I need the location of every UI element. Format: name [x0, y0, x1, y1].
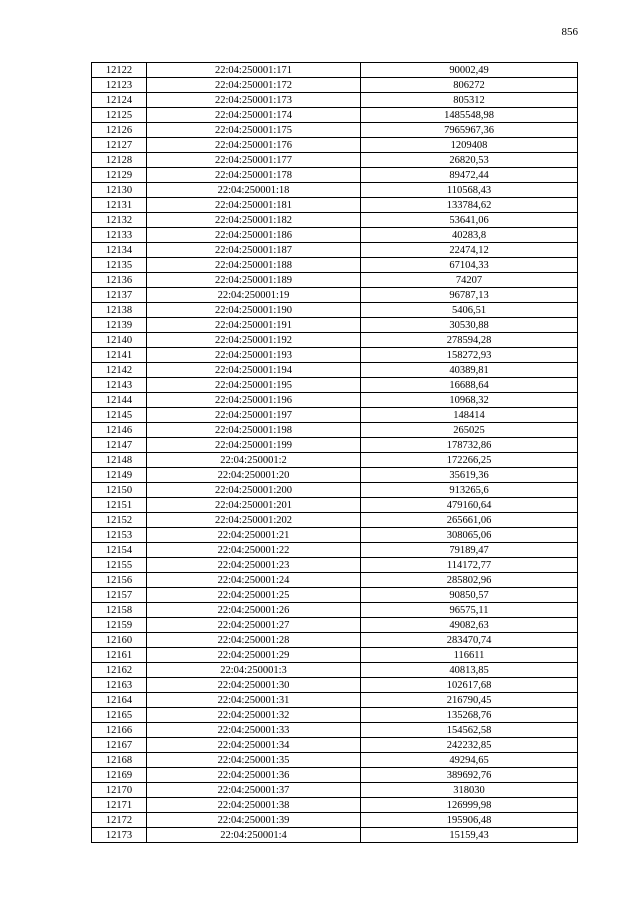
row-number-cell: 12160	[92, 633, 147, 648]
table-row	[92, 588, 578, 603]
row-number-cell: 12149	[92, 468, 147, 483]
table-row	[92, 813, 578, 828]
value-cell: 283470,74	[361, 633, 578, 648]
value-cell: 172266,25	[361, 453, 578, 468]
cadastral-number-cell: 22:04:250001:176	[147, 138, 361, 153]
cadastral-number-cell: 22:04:250001:27	[147, 618, 361, 633]
value-cell: 195906,48	[361, 813, 578, 828]
row-number-cell: 12131	[92, 198, 147, 213]
row-number-cell: 12141	[92, 348, 147, 363]
row-number-cell: 12123	[92, 78, 147, 93]
row-number-cell: 12163	[92, 678, 147, 693]
value-cell: 242232,85	[361, 738, 578, 753]
value-cell: 89472,44	[361, 168, 578, 183]
row-number-cell: 12150	[92, 483, 147, 498]
value-cell: 116611	[361, 648, 578, 663]
row-number-cell: 12154	[92, 543, 147, 558]
table-row	[92, 363, 578, 378]
value-cell: 133784,62	[361, 198, 578, 213]
row-number-cell: 12146	[92, 423, 147, 438]
table-row	[92, 678, 578, 693]
value-cell: 1209408	[361, 138, 578, 153]
table-row	[92, 528, 578, 543]
value-cell: 40389,81	[361, 363, 578, 378]
table-row	[92, 78, 578, 93]
cadastral-number-cell: 22:04:250001:173	[147, 93, 361, 108]
value-cell: 265025	[361, 423, 578, 438]
row-number-cell: 12164	[92, 693, 147, 708]
table-row	[92, 318, 578, 333]
row-number-cell: 12173	[92, 828, 147, 843]
row-number-cell: 12156	[92, 573, 147, 588]
table-row	[92, 183, 578, 198]
row-number-cell: 12144	[92, 393, 147, 408]
cadastral-number-cell: 22:04:250001:198	[147, 423, 361, 438]
table-row	[92, 198, 578, 213]
table-row	[92, 423, 578, 438]
table-row	[92, 648, 578, 663]
value-cell: 10968,32	[361, 393, 578, 408]
value-cell: 67104,33	[361, 258, 578, 273]
value-cell: 308065,06	[361, 528, 578, 543]
cadastral-number-cell: 22:04:250001:174	[147, 108, 361, 123]
row-number-cell: 12127	[92, 138, 147, 153]
table-row	[92, 633, 578, 648]
cadastral-number-cell: 22:04:250001:32	[147, 708, 361, 723]
table-row	[92, 543, 578, 558]
row-number-cell: 12167	[92, 738, 147, 753]
cadastral-number-cell: 22:04:250001:33	[147, 723, 361, 738]
value-cell: 158272,93	[361, 348, 578, 363]
value-cell: 30530,88	[361, 318, 578, 333]
value-cell: 15159,43	[361, 828, 578, 843]
table-row	[92, 708, 578, 723]
value-cell: 805312	[361, 93, 578, 108]
cadastral-number-cell: 22:04:250001:199	[147, 438, 361, 453]
cadastral-number-cell: 22:04:250001:30	[147, 678, 361, 693]
value-cell: 53641,06	[361, 213, 578, 228]
value-cell: 148414	[361, 408, 578, 423]
table-row	[92, 498, 578, 513]
value-cell: 126999,98	[361, 798, 578, 813]
table-row	[92, 663, 578, 678]
value-cell: 7965967,36	[361, 123, 578, 138]
row-number-cell: 12134	[92, 243, 147, 258]
table-row	[92, 798, 578, 813]
cadastral-number-cell: 22:04:250001:201	[147, 498, 361, 513]
table-row	[92, 753, 578, 768]
table-row	[92, 108, 578, 123]
value-cell: 110568,43	[361, 183, 578, 198]
value-cell: 74207	[361, 273, 578, 288]
cadastral-number-cell: 22:04:250001:28	[147, 633, 361, 648]
value-cell: 154562,58	[361, 723, 578, 738]
cadastral-number-cell: 22:04:250001:202	[147, 513, 361, 528]
value-cell: 35619,36	[361, 468, 578, 483]
cadastral-number-cell: 22:04:250001:22	[147, 543, 361, 558]
table-row	[92, 603, 578, 618]
value-cell: 16688,64	[361, 378, 578, 393]
value-cell: 5406,51	[361, 303, 578, 318]
value-cell: 114172,77	[361, 558, 578, 573]
row-number-cell: 12171	[92, 798, 147, 813]
row-number-cell: 12138	[92, 303, 147, 318]
value-cell: 135268,76	[361, 708, 578, 723]
table-row	[92, 408, 578, 423]
table-row	[92, 138, 578, 153]
cadastral-number-cell: 22:04:250001:193	[147, 348, 361, 363]
cadastral-number-cell: 22:04:250001:186	[147, 228, 361, 243]
row-number-cell: 12159	[92, 618, 147, 633]
value-cell: 96575,11	[361, 603, 578, 618]
table-row	[92, 288, 578, 303]
table-body	[92, 63, 578, 843]
row-number-cell: 12153	[92, 528, 147, 543]
row-number-cell: 12129	[92, 168, 147, 183]
cadastral-number-cell: 22:04:250001:188	[147, 258, 361, 273]
cadastral-number-cell: 22:04:250001:31	[147, 693, 361, 708]
cadastral-number-cell: 22:04:250001:187	[147, 243, 361, 258]
row-number-cell: 12165	[92, 708, 147, 723]
row-number-cell: 12124	[92, 93, 147, 108]
cadastral-number-cell: 22:04:250001:195	[147, 378, 361, 393]
value-cell: 49082,63	[361, 618, 578, 633]
value-cell: 49294,65	[361, 753, 578, 768]
row-number-cell: 12152	[92, 513, 147, 528]
row-number-cell: 12172	[92, 813, 147, 828]
value-cell: 22474,12	[361, 243, 578, 258]
cadastral-number-cell: 22:04:250001:171	[147, 63, 361, 78]
value-cell: 178732,86	[361, 438, 578, 453]
value-cell: 318030	[361, 783, 578, 798]
row-number-cell: 12125	[92, 108, 147, 123]
table-row	[92, 303, 578, 318]
table-row	[92, 123, 578, 138]
cadastral-number-cell: 22:04:250001:3	[147, 663, 361, 678]
row-number-cell: 12143	[92, 378, 147, 393]
value-cell: 265661,06	[361, 513, 578, 528]
cadastral-number-cell: 22:04:250001:172	[147, 78, 361, 93]
row-number-cell: 12139	[92, 318, 147, 333]
row-number-cell: 12133	[92, 228, 147, 243]
table-row	[92, 258, 578, 273]
page-number: 856	[561, 26, 578, 38]
table-row	[92, 468, 578, 483]
cadastral-number-cell: 22:04:250001:19	[147, 288, 361, 303]
table-row	[92, 378, 578, 393]
value-cell: 278594,28	[361, 333, 578, 348]
cadastral-number-cell: 22:04:250001:194	[147, 363, 361, 378]
cadastral-number-cell: 22:04:250001:189	[147, 273, 361, 288]
table-row	[92, 483, 578, 498]
table-row	[92, 243, 578, 258]
row-number-cell: 12147	[92, 438, 147, 453]
cadastral-number-cell: 22:04:250001:177	[147, 153, 361, 168]
row-number-cell: 12137	[92, 288, 147, 303]
cadastral-number-cell: 22:04:250001:20	[147, 468, 361, 483]
row-number-cell: 12169	[92, 768, 147, 783]
table-row	[92, 513, 578, 528]
table-row	[92, 768, 578, 783]
row-number-cell: 12140	[92, 333, 147, 348]
value-cell: 90002,49	[361, 63, 578, 78]
row-number-cell: 12126	[92, 123, 147, 138]
row-number-cell: 12148	[92, 453, 147, 468]
cadastral-number-cell: 22:04:250001:191	[147, 318, 361, 333]
cadastral-number-cell: 22:04:250001:196	[147, 393, 361, 408]
cadastral-number-cell: 22:04:250001:34	[147, 738, 361, 753]
row-number-cell: 12135	[92, 258, 147, 273]
cadastral-number-cell: 22:04:250001:21	[147, 528, 361, 543]
value-cell: 96787,13	[361, 288, 578, 303]
value-cell: 1485548,98	[361, 108, 578, 123]
row-number-cell: 12162	[92, 663, 147, 678]
row-number-cell: 12130	[92, 183, 147, 198]
cadastral-table	[91, 62, 578, 843]
table-row	[92, 348, 578, 363]
table-row	[92, 168, 578, 183]
row-number-cell: 12151	[92, 498, 147, 513]
value-cell: 40283,8	[361, 228, 578, 243]
cadastral-number-cell: 22:04:250001:4	[147, 828, 361, 843]
cadastral-number-cell: 22:04:250001:26	[147, 603, 361, 618]
cadastral-number-cell: 22:04:250001:178	[147, 168, 361, 183]
cadastral-number-cell: 22:04:250001:37	[147, 783, 361, 798]
table-row	[92, 93, 578, 108]
value-cell: 40813,85	[361, 663, 578, 678]
row-number-cell: 12122	[92, 63, 147, 78]
value-cell: 913265,6	[361, 483, 578, 498]
cadastral-number-cell: 22:04:250001:18	[147, 183, 361, 198]
table-row	[92, 618, 578, 633]
value-cell: 79189,47	[361, 543, 578, 558]
row-number-cell: 12168	[92, 753, 147, 768]
cadastral-number-cell: 22:04:250001:182	[147, 213, 361, 228]
cadastral-number-cell: 22:04:250001:23	[147, 558, 361, 573]
table-row	[92, 573, 578, 588]
table-row	[92, 213, 578, 228]
cadastral-number-cell: 22:04:250001:25	[147, 588, 361, 603]
cadastral-number-cell: 22:04:250001:192	[147, 333, 361, 348]
table-row	[92, 393, 578, 408]
table-row	[92, 273, 578, 288]
row-number-cell: 12132	[92, 213, 147, 228]
value-cell: 102617,68	[361, 678, 578, 693]
value-cell: 389692,76	[361, 768, 578, 783]
row-number-cell: 12166	[92, 723, 147, 738]
row-number-cell: 12161	[92, 648, 147, 663]
cadastral-number-cell: 22:04:250001:38	[147, 798, 361, 813]
value-cell: 90850,57	[361, 588, 578, 603]
row-number-cell: 12142	[92, 363, 147, 378]
value-cell: 806272	[361, 78, 578, 93]
table-row	[92, 738, 578, 753]
cadastral-number-cell: 22:04:250001:200	[147, 483, 361, 498]
value-cell: 216790,45	[361, 693, 578, 708]
cadastral-number-cell: 22:04:250001:36	[147, 768, 361, 783]
value-cell: 26820,53	[361, 153, 578, 168]
row-number-cell: 12157	[92, 588, 147, 603]
table-row	[92, 228, 578, 243]
cadastral-number-cell: 22:04:250001:29	[147, 648, 361, 663]
row-number-cell: 12155	[92, 558, 147, 573]
table-row	[92, 723, 578, 738]
cadastral-number-cell: 22:04:250001:39	[147, 813, 361, 828]
cadastral-number-cell: 22:04:250001:2	[147, 453, 361, 468]
value-cell: 285802,96	[361, 573, 578, 588]
cadastral-number-cell: 22:04:250001:175	[147, 123, 361, 138]
table-row	[92, 63, 578, 78]
cadastral-number-cell: 22:04:250001:190	[147, 303, 361, 318]
table-row	[92, 693, 578, 708]
table-row	[92, 783, 578, 798]
cadastral-number-cell: 22:04:250001:197	[147, 408, 361, 423]
row-number-cell: 12170	[92, 783, 147, 798]
row-number-cell: 12145	[92, 408, 147, 423]
table-row	[92, 438, 578, 453]
table-row	[92, 453, 578, 468]
cadastral-number-cell: 22:04:250001:24	[147, 573, 361, 588]
table-row	[92, 828, 578, 843]
row-number-cell: 12158	[92, 603, 147, 618]
table-row	[92, 153, 578, 168]
table-row	[92, 558, 578, 573]
row-number-cell: 12136	[92, 273, 147, 288]
value-cell: 479160,64	[361, 498, 578, 513]
cadastral-number-cell: 22:04:250001:35	[147, 753, 361, 768]
table-row	[92, 333, 578, 348]
row-number-cell: 12128	[92, 153, 147, 168]
cadastral-number-cell: 22:04:250001:181	[147, 198, 361, 213]
